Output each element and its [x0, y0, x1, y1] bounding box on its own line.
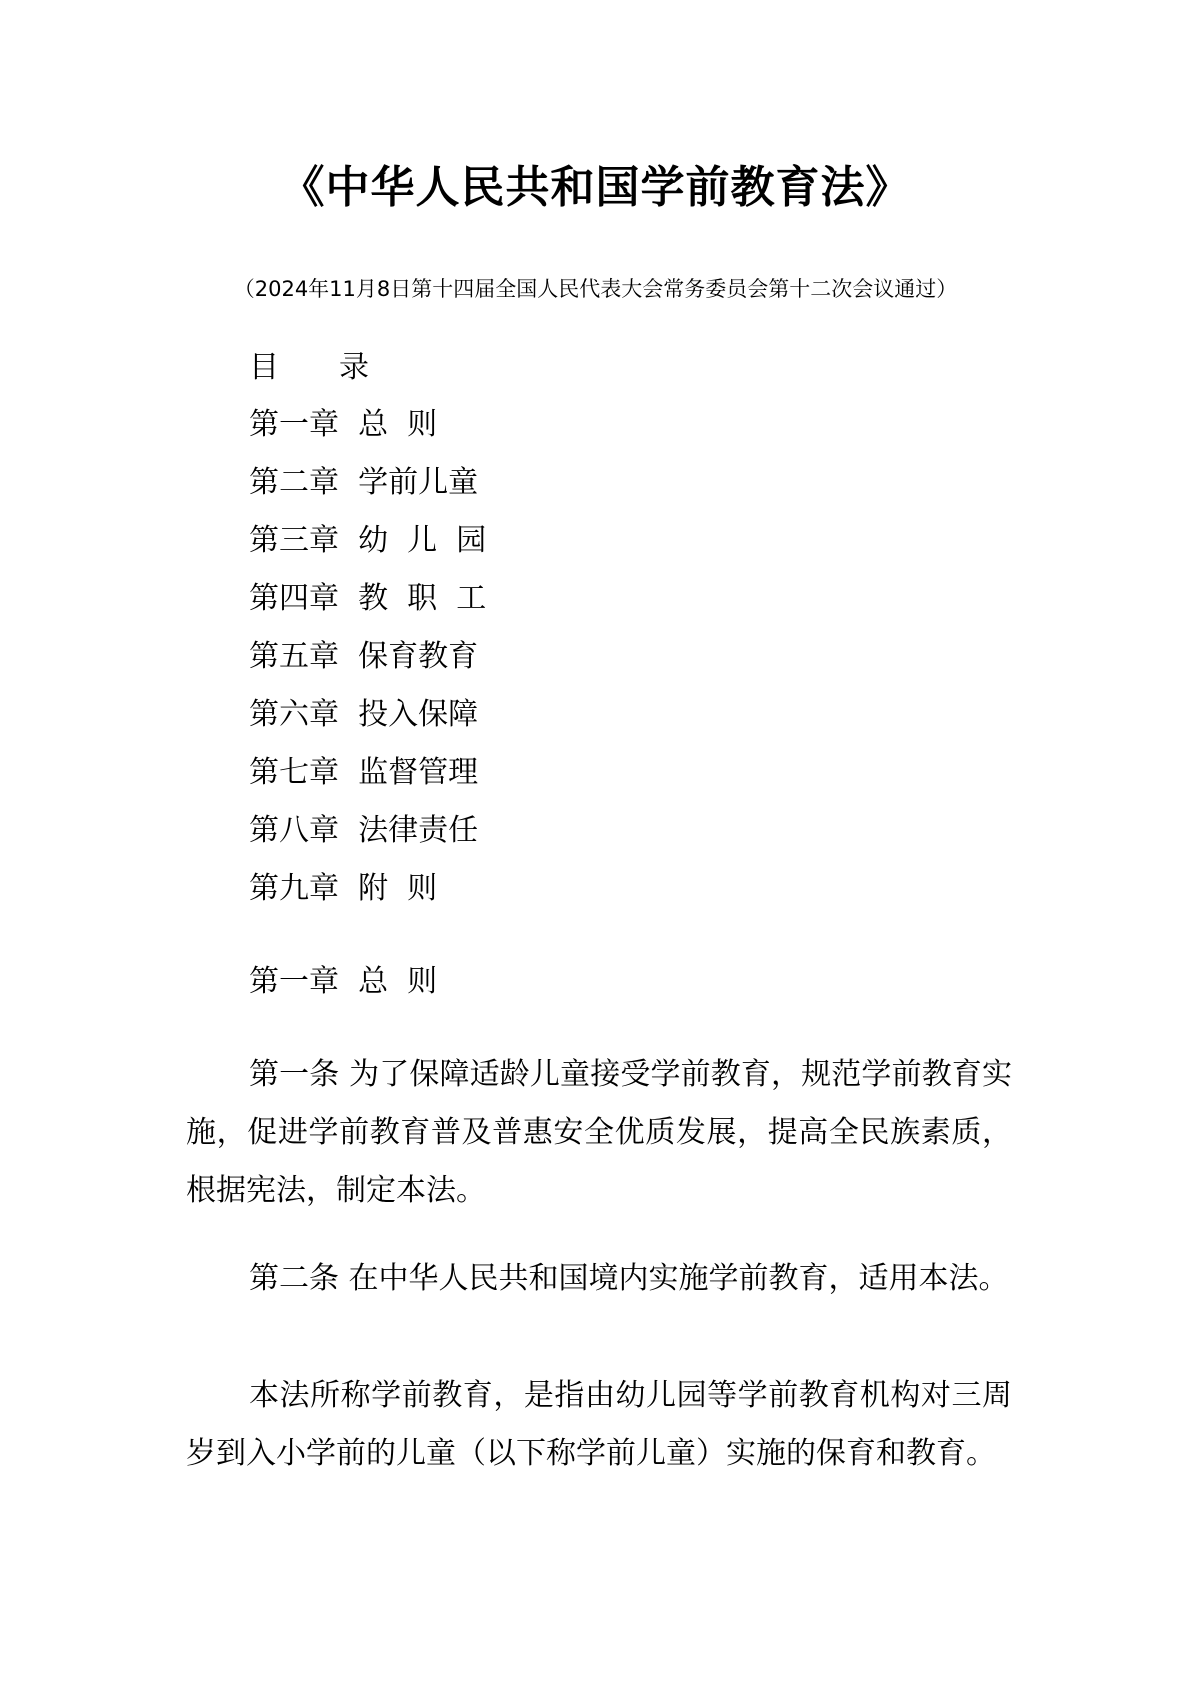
- toc-item-chapter-7: 第七章 监督管理: [249, 755, 479, 790]
- toc-item-chapter-4: 第四章 教 职 工: [249, 581, 487, 616]
- article-1-paragraph: 第一条 为了保障适龄儿童接受学前教育，规范学前教育实施，促进学前教育普及普惠安全优质发展，提高全民族素质，根据宪法，制定本法。: [186, 1057, 1012, 1208]
- toc-item-chapter-3: 第三章 幼 儿 园: [249, 523, 487, 558]
- article-2-paragraph: 第二条 在中华人民共和国境内实施学前教育，适用本法。: [249, 1261, 1009, 1296]
- toc-item-chapter-6: 第六章 投入保障: [249, 697, 479, 732]
- toc-item-chapter-1: 第一章 总 则: [249, 407, 438, 442]
- chapter-heading: 第一章 总 则: [249, 964, 438, 999]
- article-2-definition-paragraph: 本法所称学前教育，是指由幼儿园等学前教育机构对三周岁到入小学前的儿童（以下称学前儿童）实施的保育和教育。: [186, 1378, 1012, 1471]
- toc-item-chapter-9: 第九章 附 则: [249, 871, 438, 906]
- toc-item-chapter-2: 第二章 学前儿童: [249, 465, 479, 500]
- toc-item-chapter-8: 第八章 法律责任: [249, 813, 479, 848]
- toc-heading: 目 录: [249, 350, 369, 385]
- document-subtitle: （2024年11月8日第十四届全国人民代表大会常务委员会第十二次会议通过）: [233, 277, 958, 301]
- toc-item-chapter-5: 第五章 保育教育: [249, 639, 479, 674]
- document-title: 《中华人民共和国学前教育法》: [280, 162, 911, 213]
- table-of-contents: [249, 405, 486, 927]
